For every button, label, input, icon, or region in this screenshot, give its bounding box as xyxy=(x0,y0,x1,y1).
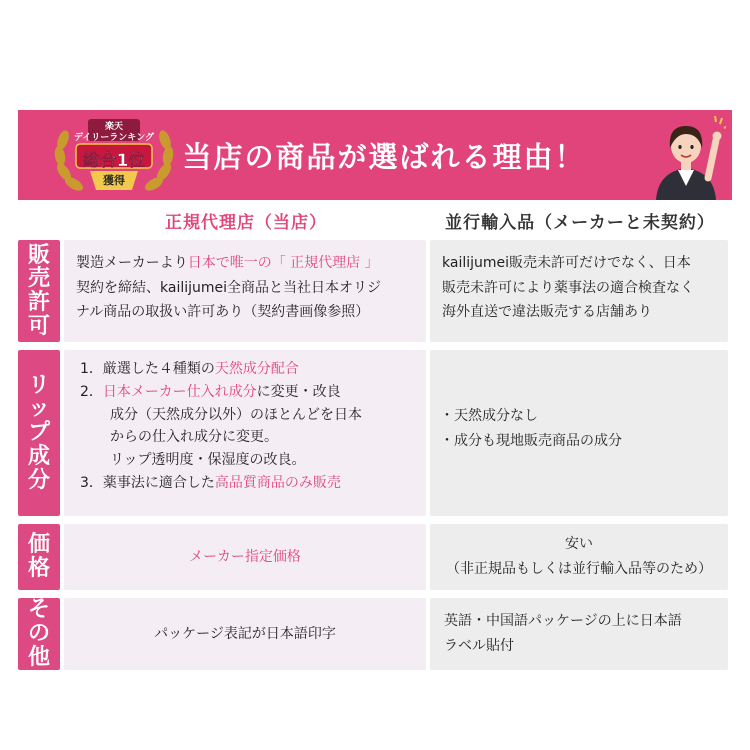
column-header-parallel-import: 並行輸入品（メーカーと未契約） xyxy=(445,213,715,233)
highlight-text: 日本で唯一の「 正規代理店 」 xyxy=(187,255,379,271)
row-label-text: その他 xyxy=(27,597,50,670)
column-header-official: 正規代理店（当店） xyxy=(165,213,327,233)
businesswoman-illustration xyxy=(646,114,726,200)
text-line: ラベル貼付 xyxy=(444,637,514,654)
text-segment: 製造メーカーより xyxy=(76,255,188,271)
row-label-text: 販売許可 xyxy=(27,242,50,339)
text-line: 安い xyxy=(565,536,593,552)
badge-shop-text: 楽天 xyxy=(104,122,123,132)
row-label-other xyxy=(18,598,60,670)
badge-rank-text: 総合1位 xyxy=(82,151,146,171)
row-label-text: 価格 xyxy=(27,532,50,581)
text-line: kailijumei販売未許可だけでなく、日本 xyxy=(442,255,691,271)
text-segment: 1．厳選した４種類の xyxy=(80,361,215,377)
banner-title: 当店の商品が選ばれる理由！ xyxy=(182,140,586,174)
text-segment: 3．薬事法に適合した xyxy=(80,475,215,492)
header-banner xyxy=(18,110,732,200)
highlight-text: 天然成分配合 xyxy=(214,361,299,377)
row-label-price xyxy=(18,524,60,590)
text-line xyxy=(80,381,426,404)
text-line xyxy=(80,472,426,495)
text-segment: パッケージ表記が日本語印字 xyxy=(154,626,336,642)
cell-official-lip-ingredients xyxy=(64,350,426,516)
text-line: 英語・中国語パッケージの上に日本語 xyxy=(444,613,682,629)
row-label-text: リップ成分 xyxy=(27,372,50,493)
cell-official-sales-permit xyxy=(64,240,426,342)
highlight-text: メーカー指定価格 xyxy=(189,549,301,565)
text-segment: に変更・改良 xyxy=(256,383,341,400)
cell-import-lip-ingredients xyxy=(430,350,728,516)
cell-import-other xyxy=(430,598,728,670)
text-line: リップ透明度・保湿度の改良。 xyxy=(110,452,306,469)
highlight-text: 日本メーカー仕入れ成分 xyxy=(102,383,257,400)
row-label-sales-permit xyxy=(18,240,60,342)
text-line: 海外直送で違法販売する店舗あり xyxy=(442,304,652,320)
text-line: 成分（天然成分以外）のほとんどを日本 xyxy=(110,406,362,423)
cell-import-price xyxy=(430,524,728,590)
text-line: ・成分も現地販売商品の成分 xyxy=(440,432,622,449)
text-line: ナル商品の取扱い許可あり（契約書画像参照） xyxy=(76,304,370,320)
cell-import-sales-permit xyxy=(430,240,728,342)
text-line: からの仕入れ成分に変更。 xyxy=(110,429,278,446)
badge-award-text: 獲得 xyxy=(103,174,125,187)
text-line xyxy=(76,251,426,276)
cell-official-price xyxy=(64,524,426,590)
text-line: ・天然成分なし xyxy=(440,408,538,424)
text-line: 販売未許可により薬事法の適合検査なく xyxy=(442,279,694,296)
text-line: 契約を締結、kailijumei全商品と当社日本オリジ xyxy=(76,279,382,296)
cell-official-other xyxy=(64,598,426,670)
text-line: （非正規品もしくは並行輸入品等のため） xyxy=(446,560,712,577)
row-label-lip-ingredients xyxy=(18,350,60,516)
text-segment: 2． xyxy=(80,383,103,400)
highlight-text: 高品質商品のみ販売 xyxy=(214,475,341,492)
badge-ranking-text: デイリーランキング xyxy=(73,133,155,143)
text-line xyxy=(80,358,426,381)
